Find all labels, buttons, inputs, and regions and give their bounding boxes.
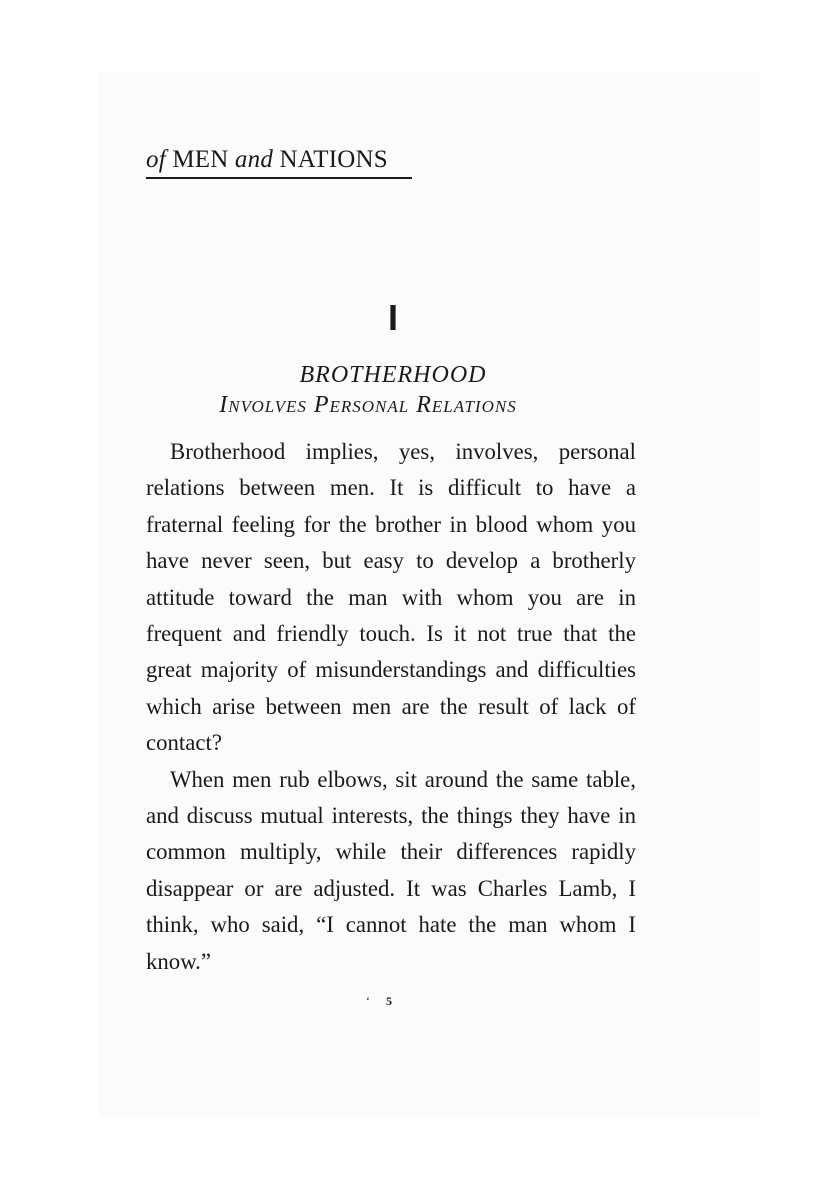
running-head-word-nations: NATIONS — [279, 146, 388, 173]
chapter-title-line-1: BROTHERHOOD — [299, 362, 487, 388]
page-footer — [366, 994, 392, 1008]
paragraph-1: Brotherhood implies, yes, involves, personal relations between men. It is difficult to have a fraternal feeling for the brother in blood whom you have never seen, but easy to develop a brotherly attitude toward the man with whom you are in frequent and friendly touch. Is it not true that the great majority of misunderstandings and difficulties which arise between men are the result of lack of contact? — [146, 439, 636, 756]
chapter-number: I — [387, 297, 398, 338]
running-head-prefix: of — [146, 146, 166, 173]
body-text — [146, 434, 636, 980]
running-head-word-men: MEN — [172, 146, 229, 173]
page-mark: ʻ — [366, 994, 370, 1008]
paragraph-2: When men rub elbows, sit around the same table, and discuss mutual interests, the things they have in common multiply, while their differences rapidly disappear or are adjusted. It was Charles Lamb, I think, who said, “I cannot hate the man whom I know.” — [146, 766, 636, 974]
running-head-conjunction: and — [234, 146, 274, 173]
running-head-rule — [146, 177, 412, 179]
page-number: 5 — [386, 994, 392, 1008]
running-head — [146, 146, 412, 179]
chapter-title-line-2: Involves Personal Relations — [219, 392, 517, 418]
